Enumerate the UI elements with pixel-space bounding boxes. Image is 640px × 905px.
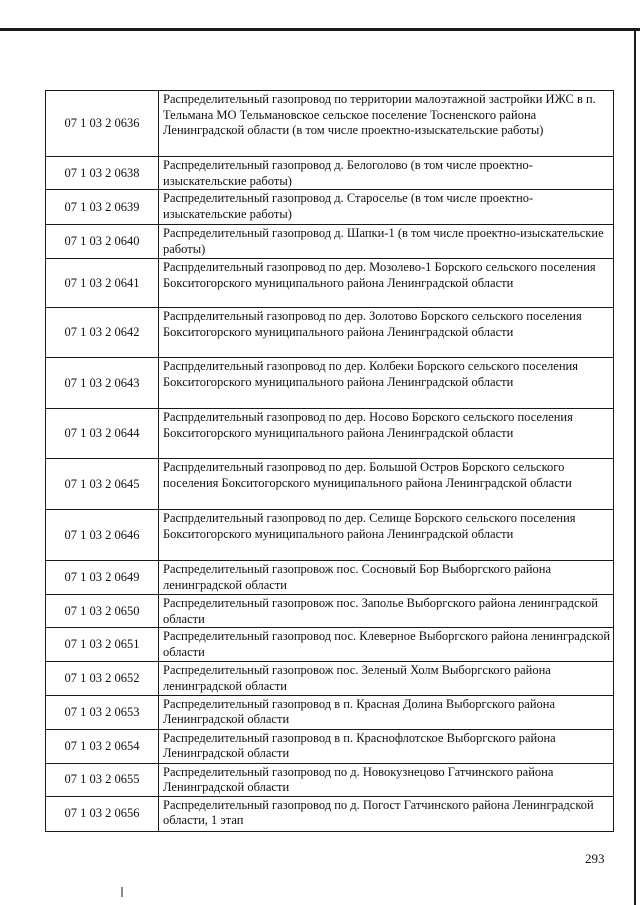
description-cell: Распределительный газопровод в п. Краснофлотское Выборгского района Ленинградской области bbox=[159, 729, 614, 763]
description-cell: Распределительный газопровод д. Белоголово (в том числе проектно-изыскательские работы) bbox=[159, 157, 614, 190]
budget-code-cell: 07 1 03 2 0650 bbox=[46, 595, 159, 628]
description-cell: Распрделительный газопровод по дер. Мозолево-1 Борского сельского поселения Бокситогорского муниципального района Ленинградской области bbox=[159, 259, 614, 308]
description-cell: Распределительный газопровод по д. Погост Гатчинского района Ленинградской области, 1 этап bbox=[159, 796, 614, 831]
budget-code-cell: 07 1 03 2 0636 bbox=[46, 91, 159, 157]
budget-codes-table bbox=[45, 90, 614, 832]
table-row bbox=[46, 91, 614, 157]
table-row bbox=[46, 358, 614, 409]
table-row bbox=[46, 729, 614, 763]
description-cell: Распределительный газопровод по территории малоэтажной застройки ИЖС в п. Тельмана МО Тельмановское сельское поселение Тосненского района Ленинградской области (в том числе проектно-изыскательские работы) bbox=[159, 91, 614, 157]
budget-code-cell: 07 1 03 2 0638 bbox=[46, 157, 159, 190]
description-cell: Распределительный газопровож пос. Зеленый Холм Выборгского района ленинградской области bbox=[159, 662, 614, 695]
budget-code-cell: 07 1 03 2 0640 bbox=[46, 225, 159, 259]
page-right-border bbox=[634, 28, 636, 905]
budget-code-cell: 07 1 03 2 0656 bbox=[46, 796, 159, 831]
budget-code-cell: 07 1 03 2 0639 bbox=[46, 190, 159, 225]
description-cell: Распределительный газопровод д. Староселье (в том числе проектно-изыскательские работы) bbox=[159, 190, 614, 225]
table-row bbox=[46, 459, 614, 510]
budget-code-cell: 07 1 03 2 0655 bbox=[46, 763, 159, 796]
budget-code-cell: 07 1 03 2 0651 bbox=[46, 628, 159, 662]
page-top-border bbox=[0, 28, 640, 31]
description-cell: Распределительный газопровож пос. Заполье Выборгского района ленинградской области bbox=[159, 595, 614, 628]
budget-code-cell: 07 1 03 2 0641 bbox=[46, 259, 159, 308]
description-cell: Распределительный газопровод д. Шапки-1 (в том числе проектно-изыскательские работы) bbox=[159, 225, 614, 259]
scan-artifact bbox=[121, 887, 123, 897]
budget-code-cell: 07 1 03 2 0649 bbox=[46, 561, 159, 595]
table-row bbox=[46, 190, 614, 225]
table-row bbox=[46, 595, 614, 628]
budget-code-cell: 07 1 03 2 0652 bbox=[46, 662, 159, 695]
table-row bbox=[46, 259, 614, 308]
budget-code-cell: 07 1 03 2 0653 bbox=[46, 695, 159, 729]
description-cell: Распрделительный газопровод по дер. Носово Борского сельского поселения Бокситогорского муниципального района Ленинградской области bbox=[159, 409, 614, 459]
description-cell: Распределительный газопровод пос. Клеверное Выборгского района ленинградской области bbox=[159, 628, 614, 662]
table-row bbox=[46, 662, 614, 695]
table-row bbox=[46, 225, 614, 259]
description-cell: Распрделительный газопровод по дер. Золотово Борского сельского поселения Бокситогорского муниципального района Ленинградской области bbox=[159, 308, 614, 358]
description-cell: Распрделительный газопровод по дер. Большой Остров Борского сельского поселения Бокситогорского муниципального района Ленинградской области bbox=[159, 459, 614, 510]
budget-code-cell: 07 1 03 2 0643 bbox=[46, 358, 159, 409]
table-body bbox=[46, 91, 614, 832]
description-cell: Распределительный газопровож пос. Сосновый Бор Выборгского района ленинградской области bbox=[159, 561, 614, 595]
table-row bbox=[46, 308, 614, 358]
description-cell: Распределительный газопровод по д. Новокузнецово Гатчинского района Ленинградской области bbox=[159, 763, 614, 796]
page-number: 293 bbox=[585, 851, 605, 866]
table-row bbox=[46, 510, 614, 561]
description-cell: Распрделительный газопровод по дер. Колбеки Борского сельского поселения Бокситогорского муниципального района Ленинградской области bbox=[159, 358, 614, 409]
budget-code-cell: 07 1 03 2 0645 bbox=[46, 459, 159, 510]
budget-code-cell: 07 1 03 2 0642 bbox=[46, 308, 159, 358]
description-cell: Распределительный газопровод в п. Красная Долина Выборгского района Ленинградской области bbox=[159, 695, 614, 729]
table-row bbox=[46, 695, 614, 729]
table-row bbox=[46, 157, 614, 190]
table-row bbox=[46, 561, 614, 595]
budget-code-cell: 07 1 03 2 0654 bbox=[46, 729, 159, 763]
table-row bbox=[46, 763, 614, 796]
table-row bbox=[46, 628, 614, 662]
budget-code-cell: 07 1 03 2 0646 bbox=[46, 510, 159, 561]
budget-code-cell: 07 1 03 2 0644 bbox=[46, 409, 159, 459]
table-row bbox=[46, 409, 614, 459]
table-row bbox=[46, 796, 614, 831]
description-cell: Распрделительный газопровод по дер. Селище Борского сельского поселения Бокситогорского муниципального района Ленинградской области bbox=[159, 510, 614, 561]
